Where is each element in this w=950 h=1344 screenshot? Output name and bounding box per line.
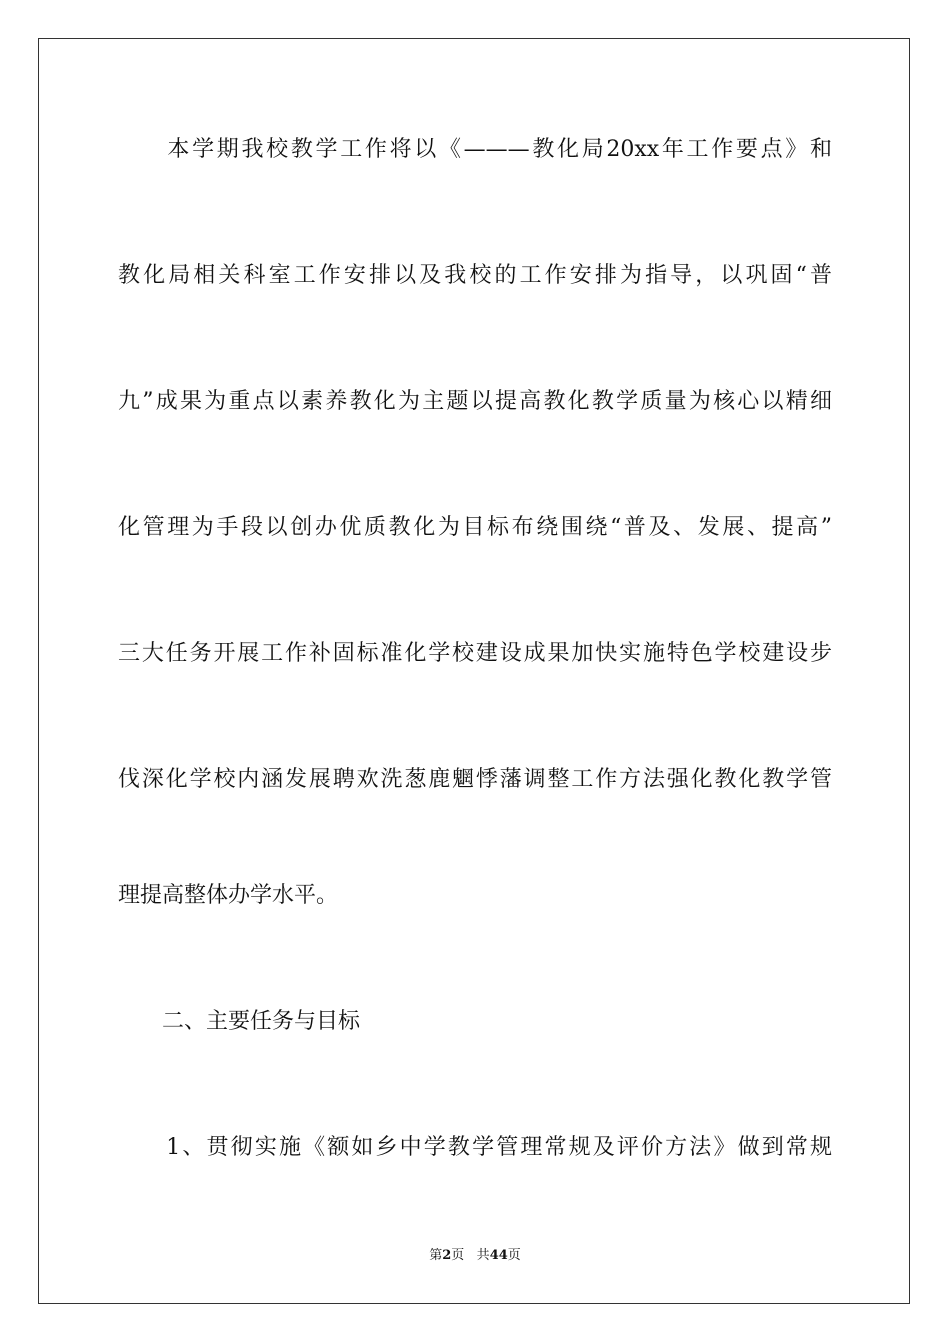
total-prefix: 共 [476,1248,490,1263]
total-pages: 44 [489,1248,508,1263]
total-suffix: 页 [507,1248,521,1263]
page-number: 2 [442,1248,452,1263]
list-item-text: 1、贯彻实施《额如乡中学教学管理常规及评价方法》做到常规 [118,1135,832,1160]
page-border [38,38,910,1304]
body-text-line: 理提高整体办学水平。 [118,883,339,908]
body-text-line: 九”成果为重点以素养教化为主题以提高教化教学质量为核心以精细 [118,389,832,414]
body-text-line: 化管理为手段以创办优质教化为目标布绕围绕“普及、发展、提高” [118,515,832,540]
body-text-line: 教化局相关科室工作安排以及我校的工作安排为指导，以巩固“普 [118,263,832,288]
page-suffix: 页 [451,1248,465,1263]
page-prefix: 第 [429,1248,443,1263]
body-text-line: 三大任务开展工作补固标准化学校建设成果加快实施特色学校建设步 [118,641,832,666]
body-text-line: 本学期我校教学工作将以《———教化局20xx年工作要点》和 [118,137,832,162]
body-text-line: 伐深化学校内涵发展聘欢洗葱鹿魍悸藩调整工作方法强化教化教学管 [118,767,832,792]
section-heading: 二、主要任务与目标 [118,1009,361,1034]
page-footer [0,1248,950,1264]
